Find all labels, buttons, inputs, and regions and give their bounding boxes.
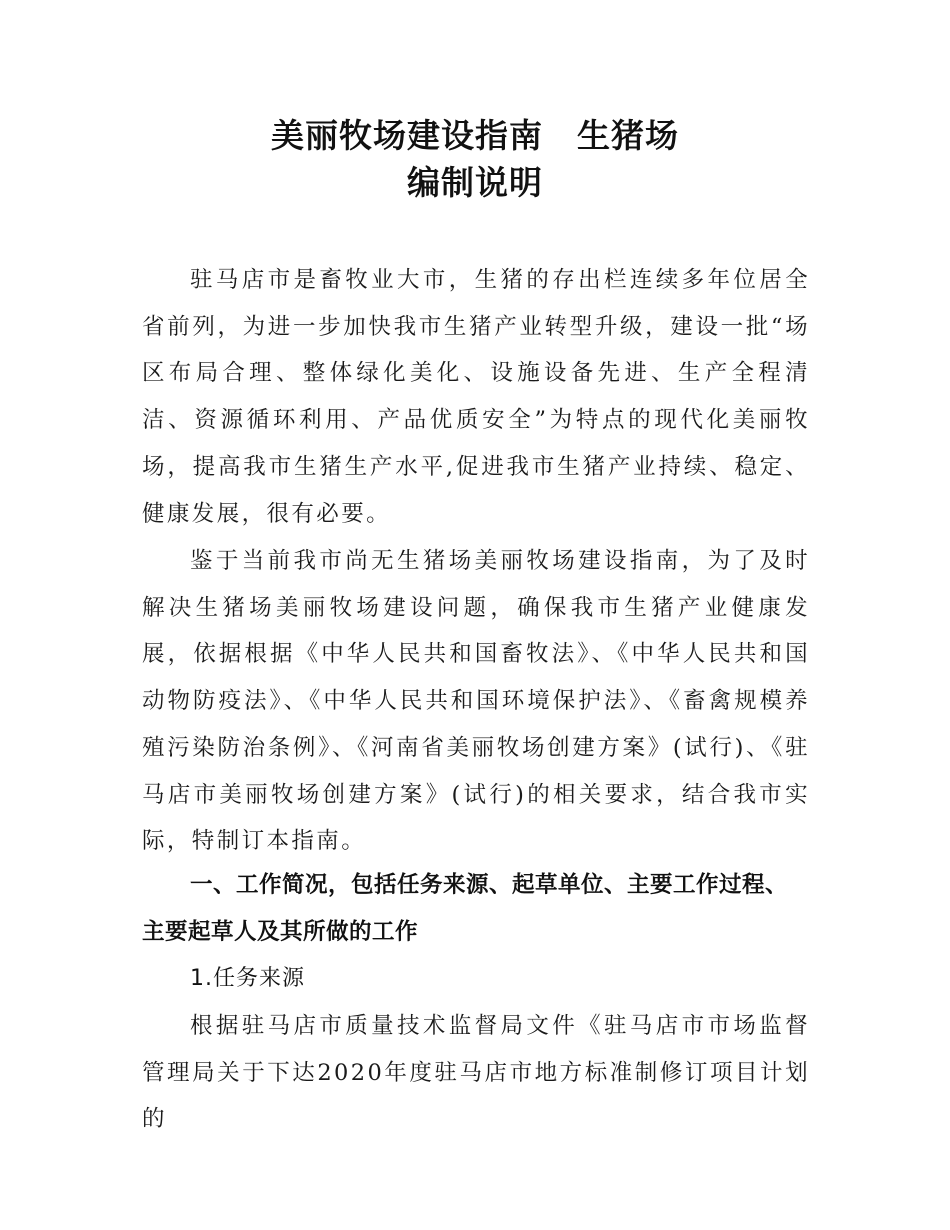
paragraph-basis: 鉴于当前我市尚无生猪场美丽牧场建设指南，为了及时解决生猪场美丽牧场建设问题，确保我市生猪产业健康发展，依据根据《中华人民共和国畜牧法》、《中华人民共和国动物防疫法》、《中华人民共和国环境保护法》、《畜禽规模养殖污染防治条例》、《河南省美丽牧场创建方案》(试行)、《驻马店市美丽牧场创建方案》(试行)的相关要求，结合我市实际，特制订本指南。 bbox=[142, 548, 810, 855]
paragraph-background: 驻马店市是畜牧业大市，生猪的存出栏连续多年位居全省前列，为进一步加快我市生猪产业转型升级，建设一批“场区布局合理、整体绿化美化、设施设备先进、生产全程清洁、资源循环利用、产品优质安全”为特点的现代化美丽牧场，提高我市生猪生产水平,促进我市生猪产业持续、稳定、健康发展，很有必要。 bbox=[142, 267, 810, 527]
paragraph-task-source: 根据驻马店市质量技术监督局文件《驻马店市市场监督管理局关于下达2020年度驻马店市地方标准制修订项目计划的 bbox=[142, 1013, 810, 1133]
document-title-line-1: 美丽牧场建设指南 生猪场 bbox=[271, 116, 679, 155]
section-heading-work-overview: 一、工作简况，包括任务来源、起草单位、主要工作过程、主要起草人及其所做的工作 bbox=[142, 872, 789, 945]
document-title-line-2: 编制说明 bbox=[407, 163, 543, 202]
subsection-heading-task-source: 1.任务来源 bbox=[190, 966, 305, 991]
